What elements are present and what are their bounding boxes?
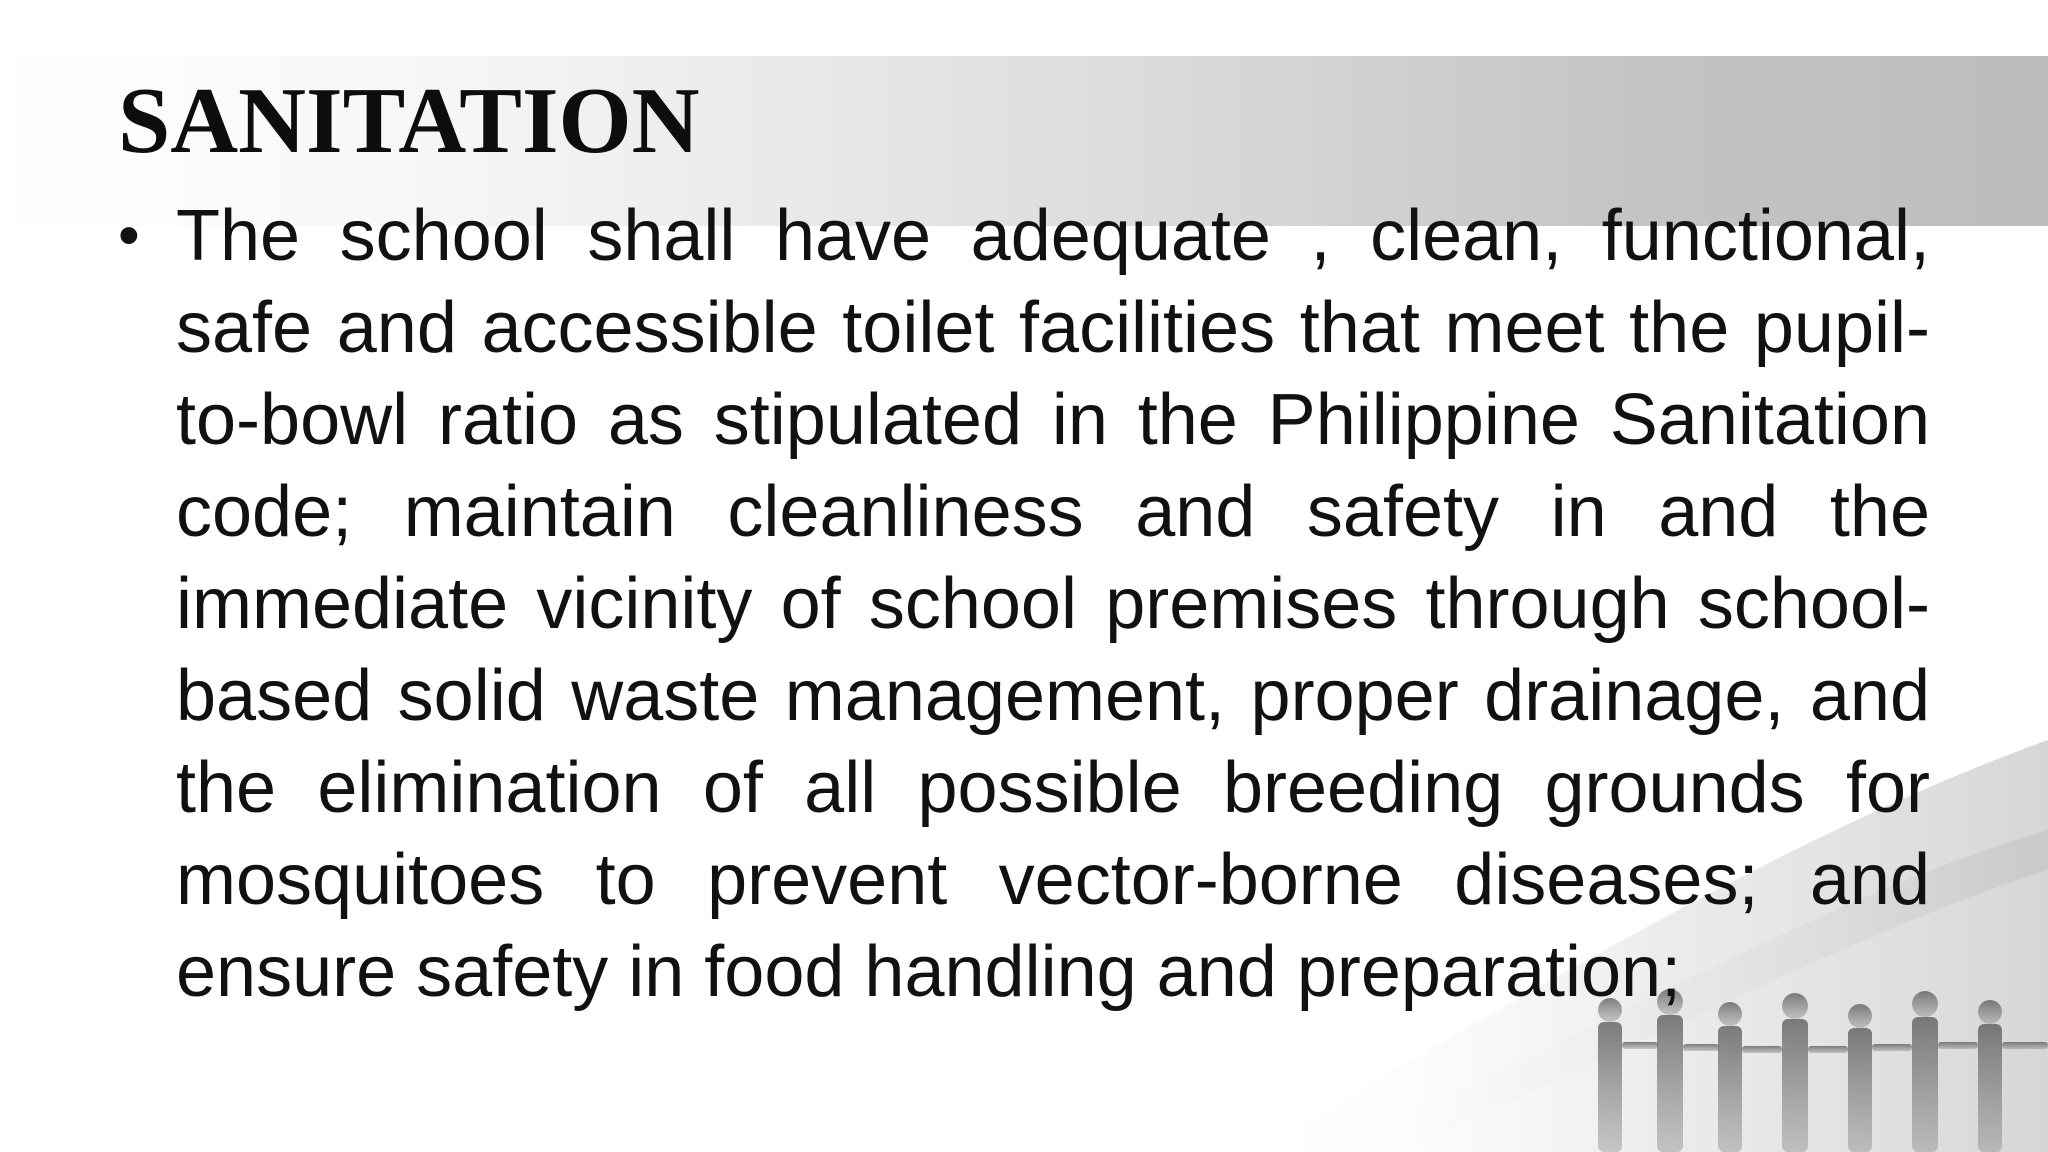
bullet-item	[118, 190, 1930, 1018]
bullet-marker: •	[118, 201, 140, 270]
bullet-list	[118, 190, 1930, 1018]
slide-title: SANITATION	[118, 69, 700, 173]
bullet-text: The school shall have adequate , clean, functional, safe and accessible toilet facilities that meet the pupil-to-bowl ratio as stipulated in the Philippine Sanitation code; maintain cleanliness and safety in and the immediate vicinity of school premises through school-based solid waste management, proper drainage, and the elimination of all possible breeding grounds for mosquitoes to prevent vector-borne diseases; and ensure safety in food handling and preparation;	[176, 196, 1930, 1012]
